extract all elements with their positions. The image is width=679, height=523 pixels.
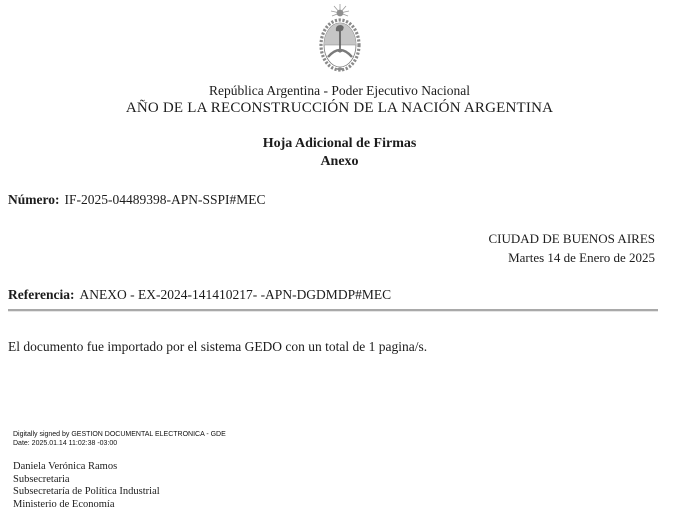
digital-signature-stamp xyxy=(13,431,226,448)
numero-value: IF-2025-04489398-APN-SSPI#MEC xyxy=(64,192,266,207)
referencia-value: ANEXO - EX-2024-141410217- -APN-DGDMDP#MEC xyxy=(79,287,392,302)
date-line: Martes 14 de Enero de 2025 xyxy=(508,250,655,265)
doc-title: Hoja Adicional de Firmas xyxy=(262,136,417,151)
numero-line xyxy=(8,192,266,208)
signer-office: Subsecretaría de Política Industrial xyxy=(13,486,160,497)
digsig-line2: Date: 2025.01.14 11:02:38 -03:00 xyxy=(13,439,118,447)
separator-rule xyxy=(8,309,658,312)
city-line: CIUDAD DE BUENOS AIRES xyxy=(488,231,655,246)
header-line-year: AÑO DE LA RECONSTRUCCIÓN DE LA NACIÓN ARGENTINA xyxy=(125,100,554,116)
doc-subtitle: Anexo xyxy=(320,154,359,169)
signer-title: Subsecretaria xyxy=(13,473,70,485)
argentina-coat-of-arms-icon xyxy=(305,3,375,73)
referencia-label: Referencia: xyxy=(8,287,75,302)
numero-label: Número: xyxy=(8,192,60,207)
signer-name: Daniela Verónica Ramos xyxy=(13,461,118,472)
referencia-line xyxy=(8,287,391,303)
signer-ministry: Ministerio de Economía xyxy=(13,498,115,510)
signer-block xyxy=(13,461,160,511)
body-text: El documento fue importado por el sistema GEDO con un total de 1 pagina/s. xyxy=(8,339,428,354)
header-line-republic: República Argentina - Poder Ejecutivo Nacional xyxy=(208,83,471,98)
digsig-line1: Digitally signed by GESTION DOCUMENTAL ELECTRONICA - GDE xyxy=(13,431,226,438)
